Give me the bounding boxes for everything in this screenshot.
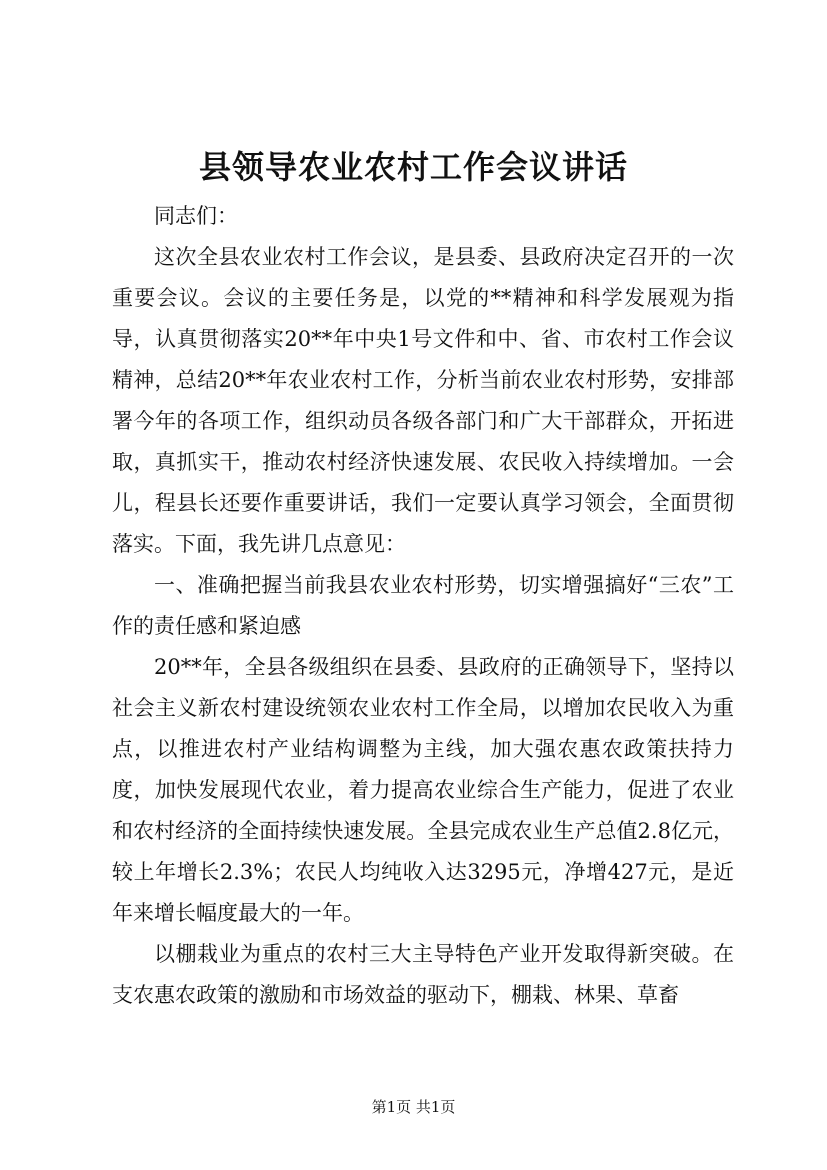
intro-paragraph: 这次全县农业农村工作会议，是县委、县政府决定召开的一次重要会议。会议的主要任务是，以党的**精神和科学发展观为指导，认真贯彻落实20**年中央1号文件和中、省、市农村工作会议精神，总结20**年农业农村工作，分析当前农业农村形势，安排部署今年的各项工作，组织动员各级各部门和广大干部群众，开拓进取，真抓实干，推动农村经济快速发展、农民收入持续增加。一会儿，程县长还要作重要讲话，我们一定要认真学习领会，全面贯彻落实。下面，我先讲几点意见： bbox=[112, 245, 734, 556]
section-heading-paragraph: 一、准确把握当前我县农业农村形势，切实增强搞好“三农”工作的责任感和紧迫感 bbox=[112, 573, 734, 638]
industry-paragraph: 以棚栽业为重点的农村三大主导特色产业开发取得新突破。在支农惠农政策的激励和市场效益的驱动下，棚栽、林果、草畜 bbox=[112, 942, 734, 1007]
salutation-paragraph: 同志们： bbox=[154, 204, 238, 228]
page-number-footer: 第1页 共1页 bbox=[371, 1098, 456, 1116]
document-body bbox=[112, 196, 734, 1016]
document-title: 县领导农业农村工作会议讲话 bbox=[198, 148, 628, 186]
summary-paragraph: 20**年，全县各级组织在县委、县政府的正确领导下，坚持以社会主义新农村建设统领农业农村工作全局，以增加农民收入为重点，以推进农村产业结构调整为主线，加大强农惠农政策扶持力度，加快发展现代农业，着力提高农业综合生产能力，促进了农业和农村经济的全面持续快速发展。全县完成农业生产总值2.8亿元，较上年增长2.3%；农民人均纯收入达3295元，净增427元，是近年来增长幅度最大的一年。 bbox=[112, 655, 734, 925]
